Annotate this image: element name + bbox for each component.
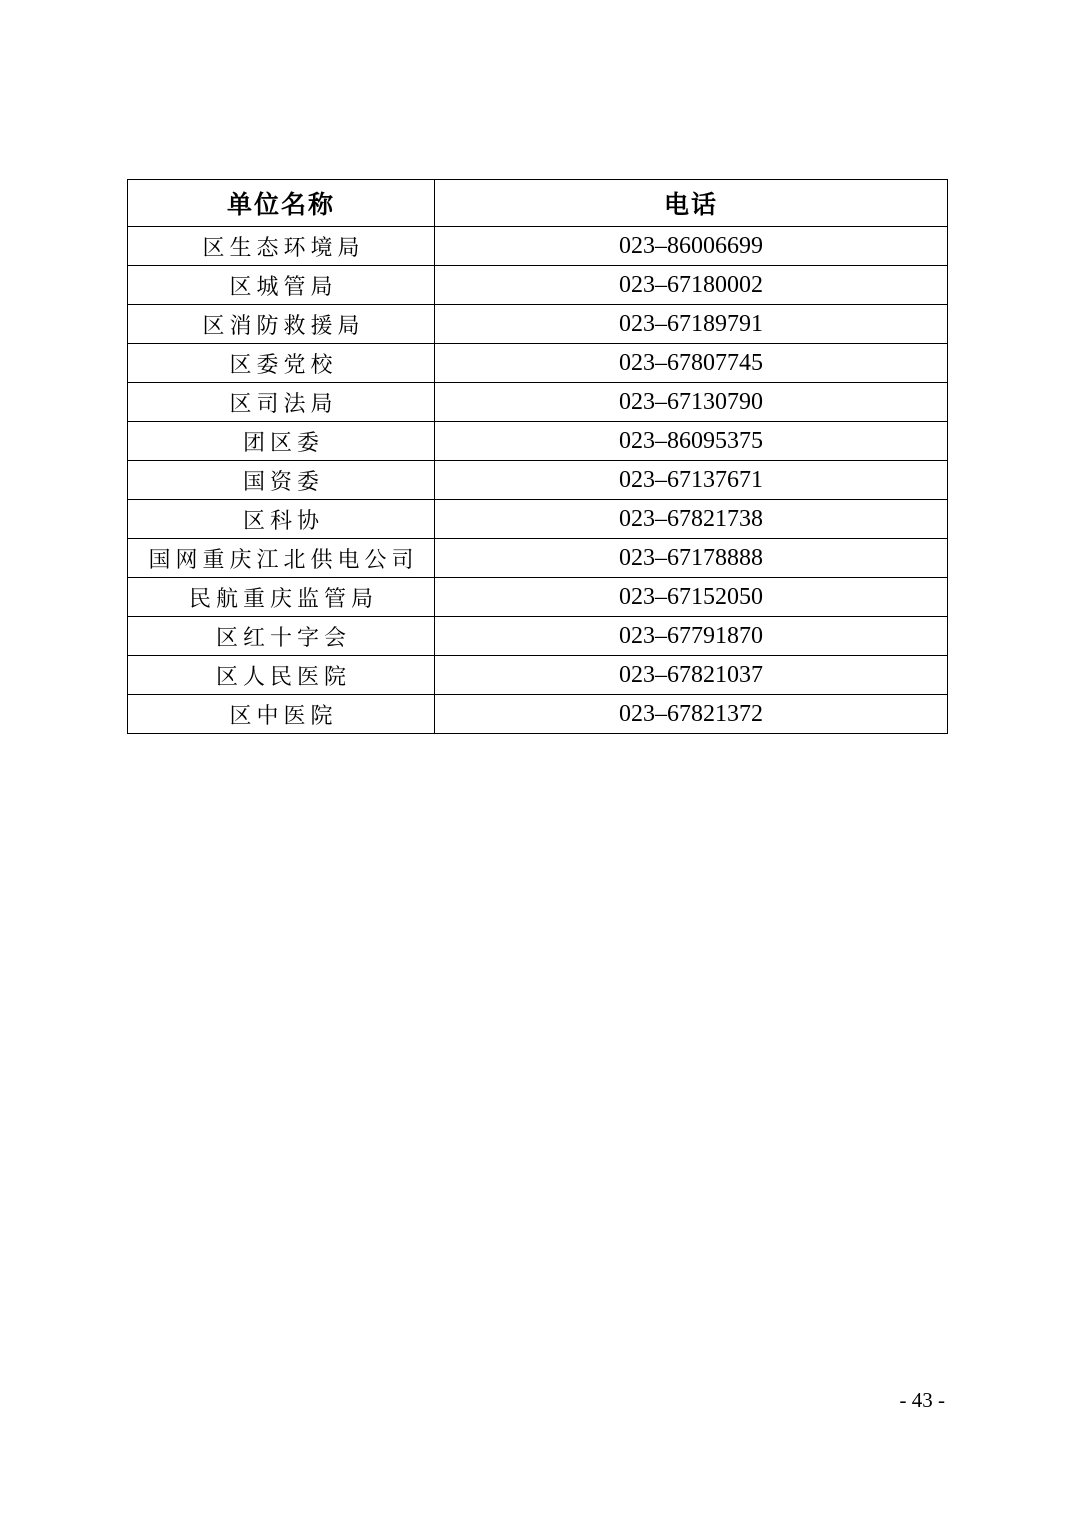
unit-name: 区中医院 xyxy=(229,703,338,729)
unit-name: 国资委 xyxy=(242,469,324,495)
table-row xyxy=(128,617,948,656)
unit-name-cell xyxy=(128,383,435,422)
table-row xyxy=(128,461,948,500)
table-row xyxy=(128,539,948,578)
unit-name-cell xyxy=(128,500,435,539)
unit-name: 区人民医院 xyxy=(215,664,351,690)
unit-name: 区委党校 xyxy=(229,352,338,378)
phone-cell: 023–67807745 xyxy=(435,344,948,383)
phone-cell: 023–67821372 xyxy=(435,695,948,734)
unit-name-cell xyxy=(128,617,435,656)
phone-cell: 023–86095375 xyxy=(435,422,948,461)
table-row xyxy=(128,656,948,695)
table-body xyxy=(128,227,948,734)
unit-name: 区红十字会 xyxy=(215,625,351,651)
unit-name: 国网重庆江北供电公司 xyxy=(148,547,419,573)
unit-name-cell xyxy=(128,344,435,383)
unit-name-cell xyxy=(128,305,435,344)
phone-cell: 023–67137671 xyxy=(435,461,948,500)
table-header-row xyxy=(128,180,948,227)
unit-name: 区司法局 xyxy=(229,391,338,417)
unit-name-cell xyxy=(128,656,435,695)
unit-name-cell xyxy=(128,539,435,578)
table-row xyxy=(128,422,948,461)
unit-name: 民航重庆监管局 xyxy=(188,586,378,612)
unit-name-cell xyxy=(128,578,435,617)
unit-name-cell xyxy=(128,266,435,305)
table-row xyxy=(128,305,948,344)
table-row xyxy=(128,500,948,539)
header-unit-name: 单位名称 xyxy=(128,180,435,227)
page-number: - 43 - xyxy=(899,1388,945,1412)
unit-name-cell xyxy=(128,695,435,734)
table-row xyxy=(128,383,948,422)
table-row xyxy=(128,344,948,383)
phone-cell: 023–67791870 xyxy=(435,617,948,656)
phone-cell: 023–67178888 xyxy=(435,539,948,578)
unit-name: 区城管局 xyxy=(229,274,338,300)
phone-cell: 023–86006699 xyxy=(435,227,948,266)
phone-cell: 023–67189791 xyxy=(435,305,948,344)
table-row xyxy=(128,266,948,305)
phone-cell: 023–67130790 xyxy=(435,383,948,422)
table-row xyxy=(128,578,948,617)
table-row xyxy=(128,695,948,734)
unit-name-cell xyxy=(128,461,435,500)
unit-name: 区科协 xyxy=(242,508,324,534)
unit-name: 团区委 xyxy=(242,430,324,456)
unit-name: 区消防救援局 xyxy=(202,313,365,339)
phone-cell: 023–67152050 xyxy=(435,578,948,617)
unit-name-cell xyxy=(128,227,435,266)
unit-name-cell xyxy=(128,422,435,461)
phone-cell: 023–67821037 xyxy=(435,656,948,695)
table-row xyxy=(128,227,948,266)
phone-cell: 023–67180002 xyxy=(435,266,948,305)
phone-cell: 023–67821738 xyxy=(435,500,948,539)
unit-name: 区生态环境局 xyxy=(202,235,365,261)
header-phone: 电话 xyxy=(435,180,948,227)
contact-table xyxy=(127,179,948,734)
